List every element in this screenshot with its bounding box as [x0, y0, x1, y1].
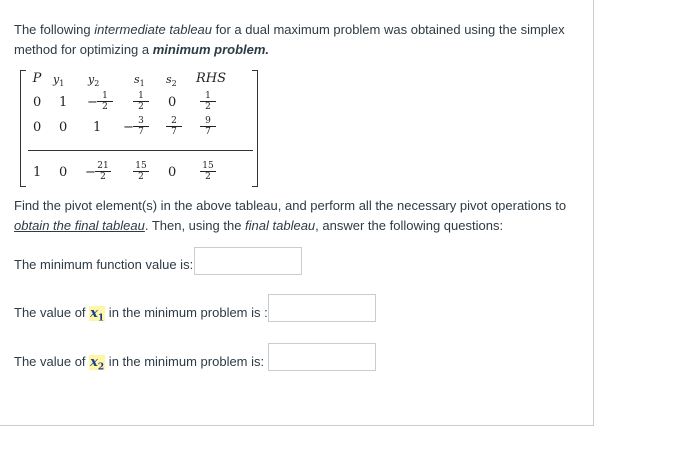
r2-s1-sign: −	[123, 120, 134, 135]
r3-y1: 0	[59, 165, 68, 180]
problem-intro: The following intermediate tableau for a dual maximum problem was obtained using the simplex method for optimizing a minimum problem.	[14, 22, 565, 57]
r1-s2: 0	[168, 95, 177, 110]
header-s1: $s_1$	[134, 73, 145, 89]
r2-s2-fraction: $\frac{2}{7}$	[166, 116, 182, 137]
r2-s1-fraction: $\frac{3}{7}$	[133, 116, 149, 137]
header-y1: $y_1$	[53, 73, 65, 89]
min-value-label: The minimum function value is:	[14, 257, 194, 272]
r1-y2-sign: −	[87, 95, 98, 110]
tableau-divider	[28, 150, 253, 151]
x2-label: The value of $x_2$ in the minimum problem is:	[14, 354, 265, 373]
r3-y2-sign: −	[85, 165, 96, 180]
x2-value-input[interactable]	[268, 343, 376, 371]
r3-s2: 0	[168, 165, 177, 180]
r1-y1: 1	[59, 95, 68, 110]
simplex-tableau	[20, 70, 258, 187]
r2-rhs-fraction: $\frac{9}{7}$	[200, 116, 216, 137]
left-bracket	[20, 70, 26, 187]
right-bracket	[252, 70, 258, 187]
r2-p: 0	[33, 120, 42, 135]
r1-p: 0	[33, 95, 42, 110]
min-value-input[interactable]	[194, 247, 302, 275]
header-y2: $y_2$	[88, 73, 100, 89]
x1-label: The value of $x_1$ in the minimum problem is :	[14, 305, 268, 324]
r3-y2-fraction: $\frac{21}{2}$	[95, 161, 111, 182]
question-text: Find the pivot element(s) in the above tableau, and perform all the necessary pivot operations to obtain the final tableau. Then, using the final tableau, answer the following questions:	[14, 198, 567, 233]
r2-y2: 1	[93, 120, 102, 135]
header-p: P	[32, 71, 42, 86]
r1-y2-fraction: $\frac{1}{2}$	[97, 91, 113, 112]
r3-s1-fraction: $\frac{15}{2}$	[133, 161, 149, 182]
r1-s1-fraction: $\frac{1}{2}$	[133, 91, 149, 112]
r1-rhs-fraction: $\frac{1}{2}$	[200, 91, 216, 112]
x2-variable: $x_2$	[90, 355, 105, 373]
r3-rhs-fraction: $\frac{15}{2}$	[200, 161, 216, 182]
r2-y1: 0	[59, 120, 68, 135]
header-s2: $s_2$	[166, 73, 177, 89]
x1-value-input[interactable]	[268, 294, 376, 322]
r3-p: 1	[33, 165, 42, 180]
x1-variable: $x_1$	[90, 306, 105, 324]
header-rhs: RHS	[196, 71, 227, 86]
